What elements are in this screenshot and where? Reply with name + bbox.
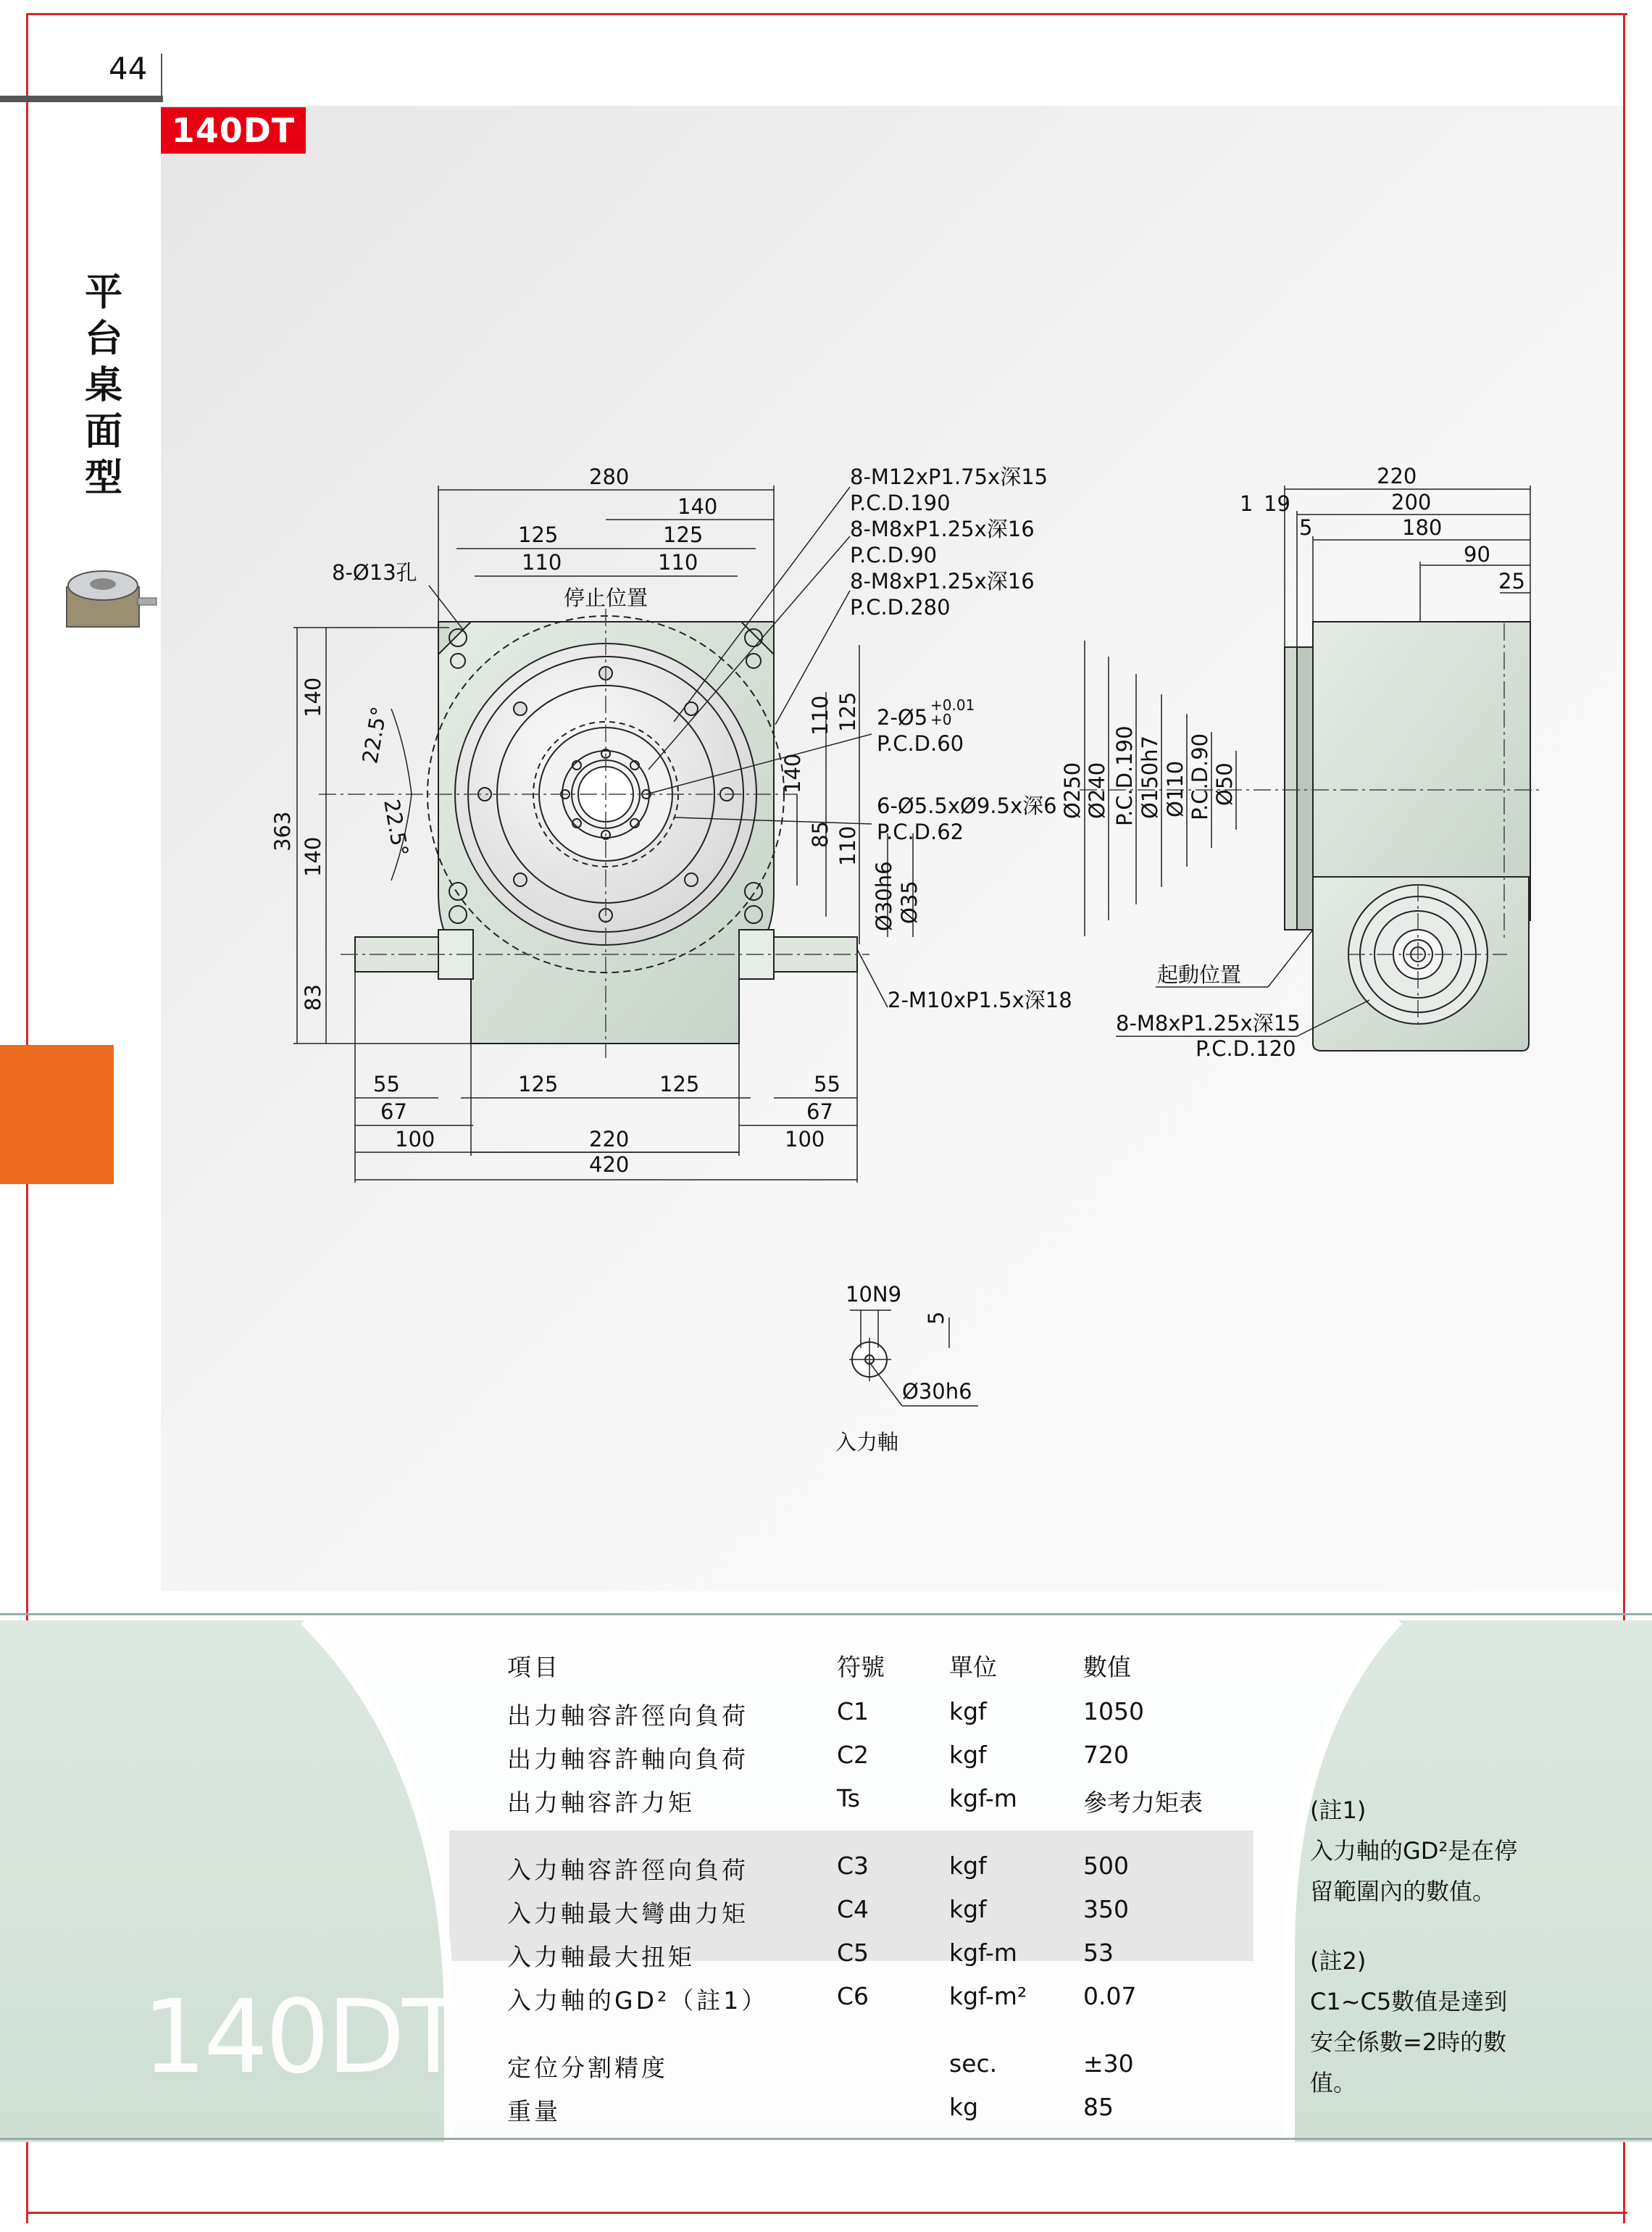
- note-line: C1~C5數值是達到: [1310, 1988, 1508, 2015]
- table-row: [507, 1895, 1232, 1939]
- left-input-shaft: [355, 937, 438, 972]
- dim-text: 110: [835, 825, 860, 866]
- cell: 定位分割精度: [507, 2054, 668, 2082]
- bottom-frame-line: [26, 2212, 1627, 2214]
- cell: 350: [1083, 1895, 1129, 1923]
- dim-text: Ø50: [1212, 762, 1237, 806]
- col-header: 單位: [949, 1653, 997, 1681]
- table-row: [507, 2049, 1232, 2093]
- dim-text: Ø240: [1085, 762, 1109, 819]
- table-header-row: [507, 1649, 1232, 1692]
- dim-text: 90: [1464, 542, 1490, 567]
- dim-text: 起動位置: [1157, 962, 1242, 987]
- table-row: [507, 1784, 1232, 1828]
- dim-text: 125: [518, 522, 559, 547]
- page-number: 44: [109, 51, 148, 86]
- cell: kgf: [949, 1741, 987, 1769]
- table-row: [507, 1852, 1232, 1895]
- dim-text: 67: [806, 1099, 833, 1124]
- dim-text: P.C.D.190: [1112, 725, 1137, 826]
- dim-text: 110: [808, 695, 833, 736]
- dim-text: 8-M8xP1.25x深15: [1116, 1011, 1301, 1036]
- side-title-char: 平: [84, 271, 122, 315]
- dim-text: 19: [1264, 491, 1290, 516]
- side-title-char: 型: [84, 457, 122, 500]
- big-model-watermark: 140DT: [142, 1978, 462, 2096]
- dim-text: 10N9: [846, 1282, 902, 1307]
- callout-text: 6-Ø5.5xØ9.5x深6: [877, 794, 1057, 818]
- cell: C1: [837, 1697, 869, 1725]
- dim-text: 22.5°: [379, 797, 414, 859]
- dim-text: 125: [518, 1072, 559, 1096]
- spec-bottom-line: [0, 2138, 1652, 2140]
- dim-text: 100: [785, 1127, 825, 1152]
- cell: sec.: [949, 2049, 998, 2078]
- col-header: 項目: [507, 1653, 561, 1681]
- dim-text: 83: [301, 984, 325, 1011]
- cell: C3: [837, 1852, 869, 1880]
- cell: 參考力矩表: [1083, 1788, 1203, 1817]
- dim-text: Ø150h7: [1138, 735, 1162, 819]
- callout-text: P.C.D.90: [850, 543, 938, 567]
- dim-text: 280: [589, 465, 630, 489]
- cell: 入力軸最大彎曲力矩: [507, 1899, 748, 1928]
- dim-text: 停止位置: [564, 586, 648, 610]
- dim-text: 140: [301, 677, 325, 717]
- dim-text: 5: [924, 1311, 948, 1325]
- cell: ±30: [1083, 2049, 1134, 2078]
- cell: kgf-m: [949, 1784, 1017, 1812]
- callout-text: 8-M12xP1.75x深15: [850, 465, 1048, 489]
- table-row: [507, 1697, 1232, 1741]
- cell: kgf: [949, 1697, 987, 1725]
- callout-text: +0: [930, 711, 952, 728]
- dim-text: 125: [659, 1072, 700, 1096]
- dim-text: 入力軸: [835, 1430, 899, 1454]
- callout-text: 2-M10xP1.5x深18: [888, 988, 1072, 1012]
- dim-text: 100: [395, 1127, 435, 1152]
- table-row: [507, 1741, 1232, 1784]
- side-title-char: 面: [84, 410, 122, 454]
- dim-text: 8-Ø13孔: [332, 560, 417, 585]
- callout-text: P.C.D.190: [850, 491, 951, 515]
- cell: 出力軸容許軸向負荷: [507, 1745, 748, 1773]
- note-line: 值。: [1310, 2069, 1357, 2096]
- cell: C2: [837, 1741, 869, 1769]
- cell: 53: [1083, 1939, 1114, 1967]
- dim-text: 140: [301, 836, 325, 877]
- cell: 720: [1083, 1741, 1129, 1769]
- cell: kgf: [949, 1895, 987, 1923]
- callout-text: P.C.D.280: [850, 595, 951, 620]
- dim-text: 5: [1299, 515, 1313, 540]
- dim-text: Ø30h6: [872, 861, 896, 931]
- cell: Ts: [837, 1784, 860, 1812]
- cell: 1050: [1083, 1697, 1144, 1725]
- dim-text: 125: [663, 522, 704, 547]
- dim-text: 420: [589, 1152, 630, 1177]
- cell: kgf-m²: [949, 1982, 1027, 2010]
- cell: 入力軸最大扭矩: [507, 1943, 695, 1971]
- dim-text: P.C.D.90: [1188, 733, 1212, 820]
- table-row: [507, 1982, 1232, 2025]
- dim-text: 1: [1240, 491, 1253, 516]
- callout-text: P.C.D.60: [877, 731, 964, 756]
- side-title-char: 台: [84, 317, 122, 361]
- dim-text: 140: [677, 494, 718, 519]
- dim-text: 125: [835, 691, 860, 732]
- note-line: 留範圍內的數值。: [1310, 1878, 1496, 1905]
- cell: 0.07: [1083, 1982, 1137, 2010]
- cell: 入力軸的GD²（註1）: [507, 1986, 769, 2015]
- dim-text: 180: [1402, 515, 1443, 540]
- cell: 重量: [507, 2097, 561, 2125]
- cell: kgf: [949, 1852, 987, 1880]
- note-line: 入力軸的GD²是在停: [1310, 1837, 1518, 1865]
- callout-text: +0.01: [930, 696, 975, 714]
- table-row: [507, 1939, 1232, 1982]
- dim-text: 110: [522, 550, 562, 575]
- dim-text: 85: [808, 821, 833, 848]
- dim-text: 22.5°: [357, 704, 392, 766]
- callout-text: P.C.D.62: [877, 820, 964, 844]
- dim-text: 140: [780, 753, 805, 794]
- callout-text: 8-M8xP1.25x深16: [850, 569, 1035, 594]
- dim-text: 363: [270, 811, 295, 851]
- dim-text: 220: [1377, 464, 1417, 488]
- callout-text: 2-Ø5: [877, 705, 928, 730]
- dim-text: P.C.D.120: [1196, 1036, 1296, 1061]
- cell: C5: [837, 1939, 869, 1967]
- note-line: (註1): [1310, 1796, 1367, 1824]
- dim-text: 55: [373, 1072, 400, 1096]
- col-header: 數值: [1083, 1653, 1131, 1681]
- side-title-char: 桌: [84, 364, 122, 407]
- table-row: [507, 2093, 1232, 2136]
- dim-text: 220: [589, 1127, 630, 1152]
- notes-block: [1310, 1790, 1556, 2103]
- dim-text: 200: [1391, 490, 1432, 515]
- dim-text: Ø110: [1163, 760, 1188, 817]
- col-header: 符號: [837, 1653, 885, 1681]
- cell: C6: [837, 1982, 869, 2010]
- spec-top-line: [0, 1613, 1652, 1615]
- cell: 500: [1083, 1852, 1129, 1880]
- dim-text: 25: [1498, 569, 1525, 594]
- dim-text: 67: [380, 1099, 407, 1124]
- dim-text: Ø35: [897, 880, 922, 924]
- cell: 出力軸容許徑向負荷: [507, 1702, 748, 1730]
- note-line: 安全係數=2時的數: [1310, 2028, 1507, 2056]
- dim-text: 55: [814, 1072, 840, 1096]
- cell: 出力軸容許力矩: [507, 1788, 695, 1817]
- cell: kg: [949, 2093, 979, 2121]
- cell: 入力軸容許徑向負荷: [507, 1856, 748, 1884]
- cell: 85: [1083, 2093, 1114, 2121]
- dim-text: 110: [658, 550, 698, 575]
- callout-text: 8-M8xP1.25x深16: [850, 517, 1035, 541]
- note-line: (註2): [1310, 1947, 1367, 1975]
- side-housing-upper: [1313, 622, 1530, 920]
- dim-text: Ø30h6: [902, 1379, 972, 1404]
- model-tag: 140DT: [161, 107, 306, 154]
- cell: C4: [837, 1895, 869, 1923]
- cell: kgf-m: [949, 1939, 1017, 1967]
- dim-text: Ø250: [1060, 762, 1085, 819]
